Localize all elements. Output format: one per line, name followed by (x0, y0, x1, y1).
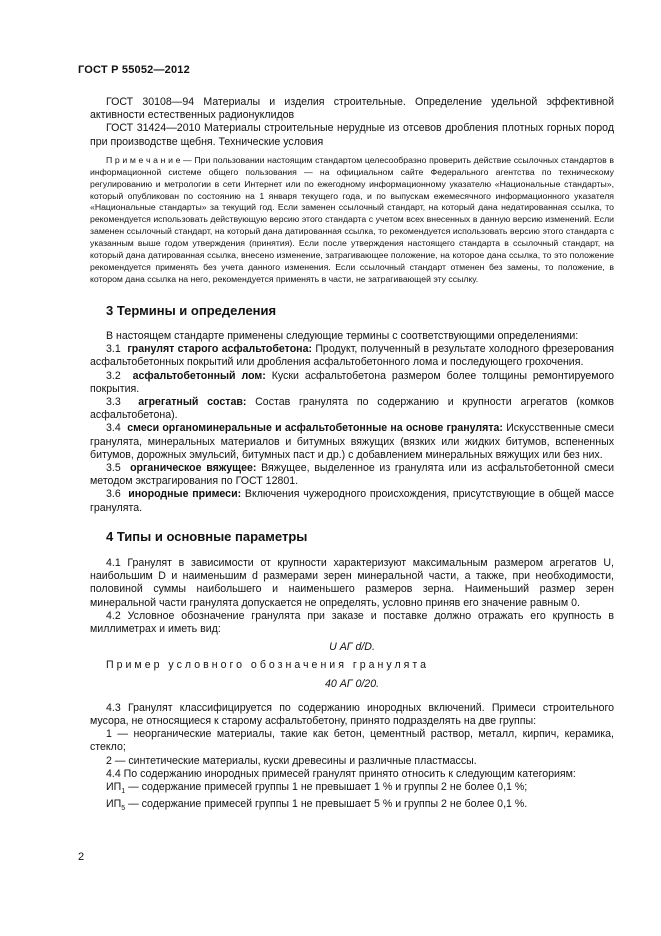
term-name: органическое вяжущее: (130, 462, 257, 475)
term-number: 3.4 (106, 422, 121, 435)
example-label-text: Пример условного обозначения гранулята (106, 659, 429, 672)
category-code: ИП (106, 781, 122, 794)
page-number: 2 (78, 851, 85, 863)
term-definition: Искусственные смеси гранулята, минеральных материалов и битумных вяжущих (вязких или жидких битумов, вспененных битумов, дорожных эмульсий, битумных паст и др.) с добавлением минеральных вяжущих или без них. (90, 422, 614, 461)
category-code: ИП (106, 798, 122, 811)
term-number: 3.5 (106, 462, 121, 475)
paragraph-4-4: 4.4 По содержанию инородных примесей гранулят принято относить к следующим категориям: (106, 767, 576, 780)
example-label (90, 659, 614, 672)
category-subscript: 5 (121, 805, 126, 813)
term-name: агрегатный состав: (138, 396, 247, 408)
reference-item: ГОСТ 31424—2010 Материалы строительные нерудные из отсевов дробления плотных горных пород при производстве щебня. Технические условия (90, 122, 614, 148)
term-number: 3.1 (106, 343, 121, 356)
term-definition: Включения чужеродного происхождения, присутствующие в общей массе гранулята. (90, 488, 614, 514)
term-item (90, 462, 614, 488)
term-item (90, 370, 614, 396)
document-body (90, 96, 614, 816)
example-value: 40 АГ 0/20. (324, 677, 380, 690)
doc-header-code: ГОСТ Р 55052—2012 (78, 64, 190, 76)
term-number: 3.6 (106, 488, 121, 501)
note-label: П р и м е ч а н и е — (106, 154, 192, 165)
impurity-group-1: 1 — неорганические материалы, такие как бетон, цементный раствор, металл, кирпич, керамика, стекло; (90, 728, 614, 754)
category-text: — содержание примесей группы 1 не превышает 1 % и группы 2 не более 0,1 %; (128, 781, 528, 794)
term-definition: Вяжущее, выделенное из гранулята или из асфальтобетонной смеси методом экстрагирования по ГОСТ 12801. (90, 462, 614, 488)
term-item (90, 343, 614, 369)
reference-item: ГОСТ 30108—94 Материалы и изделия строительные. Определение удельной эффективной активности естественных радионуклидов (90, 96, 614, 122)
term-name: инородные примеси: (128, 488, 242, 501)
paragraph-4-1: 4.1 Гранулят в зависимости от крупности характеризуют максимальным размером агрегатов U, наибольшим D и наименьшим d размерами зерен минеральной части, а также, при необходимости, половиной суммы наибольшего и наименьшего размеров зерна. Наименьший размер зерен минеральной части гранулята допускается не определять, условно приняв его значение равным 0. (90, 557, 614, 609)
term-name: асфальтобетонный лом: (132, 369, 266, 382)
term-definition: Состав гранулята по содержанию и крупности агрегатов (комков асфальтобетона). (90, 396, 615, 422)
term-name: гранулят старого асфальтобетона: (127, 343, 313, 356)
designation-formula: U АГ d/D. (329, 641, 375, 654)
category-ip1 (90, 781, 614, 798)
term-number: 3.3 (106, 396, 121, 408)
term-name: смеси органоминеральные и асфальтобетонные на основе гранулята: (127, 422, 503, 435)
section-3-intro: В настоящем стандарте применены следующие термины с соответствующими определениями: (106, 329, 579, 342)
term-definition: Продукт, полученный в результате холодного фрезерования асфальтобетонных покрытий или дробления асфальтобетонного лома и последующего грохочения. (90, 343, 615, 369)
term-definition: Куски асфальтобетона размером более толщины ремонтируемого покрытия. (90, 369, 614, 395)
note-paragraph (90, 155, 614, 286)
category-subscript: 1 (121, 788, 126, 796)
category-text: — содержание примесей группы 1 не превышает 5 % и группы 2 не более 0,1 %. (128, 798, 528, 811)
paragraph-4-3: 4.3 Гранулят классифицируется по содержанию инородных включений. Примеси строительного мусора, не относящиеся к старому асфальтобетону, принято подразделять на две группы: (90, 701, 614, 728)
term-number: 3.2 (106, 369, 121, 382)
term-item (90, 488, 614, 514)
paragraph-4-2: 4.2 Условное обозначение гранулята при заказе и поставке должно отражать его крупность в миллиметрах и иметь вид: (90, 609, 614, 636)
note-text: При пользовании настоящим стандартом целесообразно проверить действие ссылочных стандартов в информационной системе общего пользования — на официальном сайте Федерального агентства по техническому регулированию и метрологии в сети Интернет или по ежегодному информационному указателю «Национальные стандарты», который опубликован по состоянию на 1 января текущего года, и по выпускам ежемесячного информационного указателя «Национальные стандарты» за текущий год. Если заменен ссылочный стандарт, на который дана недатированная ссылка, то рекомендуется использовать действующую версию этого стандарта с учетом всех внесенных в данную версию изменений. Если заменен ссылочный стандарт, на который дана датированная ссылка, то рекомендуется использовать версию этого стандарта с указанным выше годом утверждения (принятия). Если после утверждения настоящего стандарта в ссылочный стандарт, на который дана датированная ссылка, внесено изменение, затрагивающее положение, на которое дана ссылка, то это положение рекомендуется применять без учета данного изменения. Если ссылочный стандарт отменен без замены, то положение, в котором дана ссылка на него, рекомендуется применять в части, не затрагивающей эту ссылку. (90, 154, 614, 284)
impurity-group-2: 2 — синтетические материалы, куски древесины и различные пластмассы. (106, 754, 477, 767)
section-4-title: 4 Типы и основные параметры (106, 528, 308, 544)
term-item (90, 422, 614, 462)
section-3-title: 3 Термины и определения (106, 302, 277, 318)
category-ip5 (90, 798, 614, 815)
term-item (90, 396, 614, 422)
